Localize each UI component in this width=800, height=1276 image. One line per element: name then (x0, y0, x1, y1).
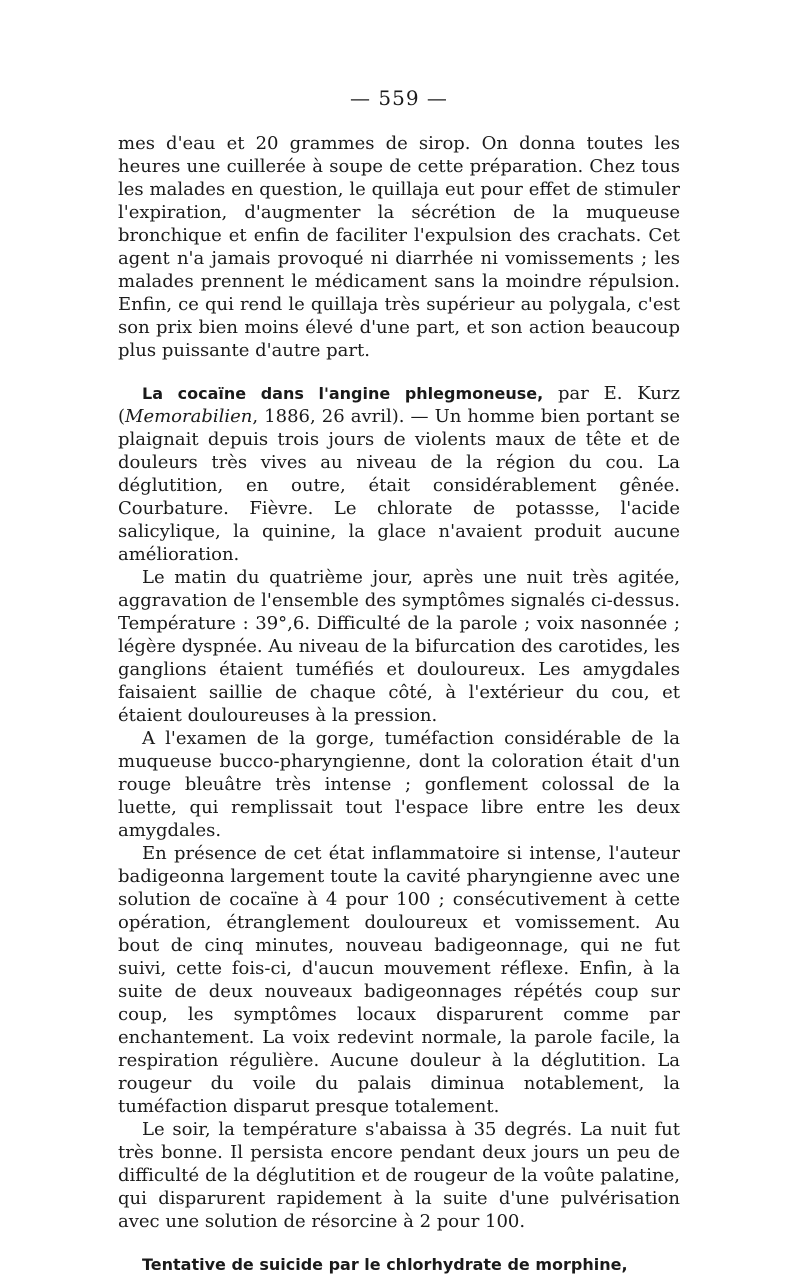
continuation-paragraph: mes d'eau et 20 grammes de sirop. On donna toutes les heures une cuillerée à soupe de cette préparation. Chez tous les malades en question, le quillaja eut pour effet de stimuler l'expiration, d'augmenter la sécrétion de la muqueuse bronchique et enfin de faciliter l'expulsion des crachats. Cet agent n'a jamais provoqué ni diarrhée ni vomissements ; les malades prennent le médicament sans la moindre répulsion. Enfin, ce qui rend le quillaja très supérieur au polygala, c'est son prix bien moins élevé d'une part, et son action beaucoup plus puissante d'autre part. (118, 133, 680, 361)
body-paragraph-2: A l'examen de la gorge, tuméfaction considérable de la muqueuse bucco-pharyngienne, dont la coloration était d'un rouge bleuâtre très intense ; gonflement colossal de la luette, qui remplissait tout l'espace libre entre les deux amygdales. (118, 728, 680, 841)
article-author: par E. Kurz ( (118, 383, 680, 427)
article-title: La cocaïne dans l'angine phlegmoneuse, (142, 384, 544, 403)
body-paragraph-3: En présence de cet état inflammatoire si intense, l'auteur badigeonna largement toute la cavité pharyngienne avec une solution de cocaïne à 4 pour 100 ; consécutivement à cette opération, étranglement douloureux et vomissement. Au bout de cinq minutes, nouveau badigeonnage, qui ne fut suivi, cette fois-ci, d'aucun mouvement réflexe. Enfin, à la suite de deux nouveaux badigeonnages répétés coup sur coup, les symptômes locaux disparurent comme par enchantement. La voix redevint normale, la parole facile, la respiration régulière. Aucune douleur à la déglutition. La rougeur du voile du palais diminua notablement, la tuméfaction disparut presque totalement. (118, 843, 680, 1117)
article-journal: Memorabilien (125, 406, 253, 427)
next-article-heading: Tentative de suicide par le chlorhydrate de morphine, (142, 1255, 628, 1274)
body-paragraph-4: Le soir, la température s'abaissa à 35 degrés. La nuit fut très bonne. Il persista encore pendant deux jours un peu de difficulté de la déglutition et de rougeur de la voûte palatine, qui disparurent rapidement à la suite d'une pulvérisation avec une solution de résorcine à 2 pour 100. (118, 1119, 680, 1232)
document-page (118, 86, 680, 1276)
page-number: — 559 — (350, 86, 448, 110)
body-paragraph-1: Le matin du quatrième jour, après une nuit très agitée, aggravation de l'ensemble des symptômes signalés ci-dessus. Température : 39°,6. Difficulté de la parole ; voix nasonnée ; légère dyspnée. Au niveau de la bifurcation des carotides, les ganglions étaient tuméfiés et douloureux. Les amygdales faisaient saillie de chaque côté, à l'extérieur du cou, et étaient douloureuses à la pression. (118, 567, 680, 726)
article-intro-paragraph (118, 382, 680, 566)
article-date: , 1886, 26 avril). (252, 406, 405, 427)
article-intro: — Un homme bien portant se plaignait depuis trois jours de violents maux de tête et de douleurs très vives au niveau de la région du cou. La déglutition, en outre, était considérablement gênée. Courbature. Fièvre. Le chlorate de potassse, l'acide salicylique, la quinine, la glace n'avaient produit aucune amélioration. (118, 406, 680, 565)
